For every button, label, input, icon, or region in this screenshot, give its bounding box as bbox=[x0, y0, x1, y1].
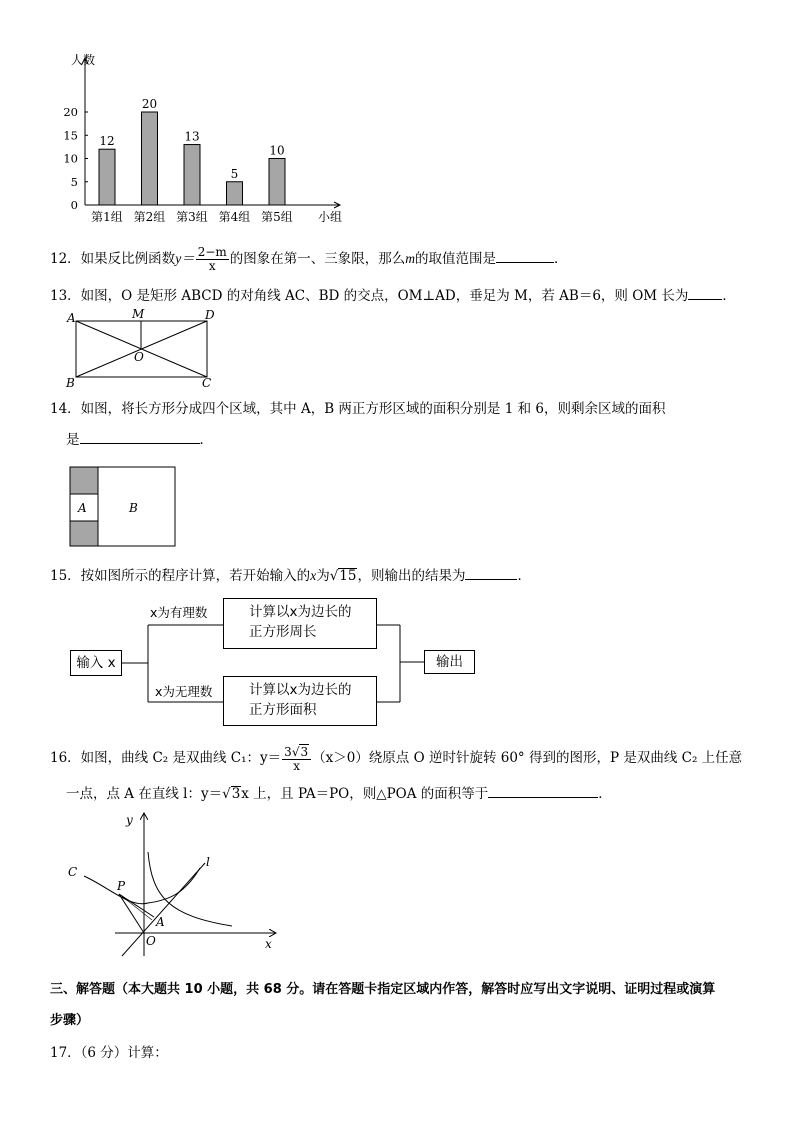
chart-ylabel: 人数 bbox=[71, 53, 96, 67]
label-axis-y: y bbox=[126, 813, 133, 827]
q15-text-b: 为 bbox=[316, 568, 330, 584]
q12-text-a: 的图象在第一、三象限，那么 bbox=[229, 251, 406, 267]
q16-answer-blank[interactable] bbox=[488, 783, 598, 798]
question-14-line2 bbox=[66, 429, 213, 450]
label-a: A bbox=[67, 311, 76, 325]
chart-data-label: 5 bbox=[230, 166, 239, 181]
flow-cond-rational: x为有理数 bbox=[150, 605, 208, 620]
q12-end: ． bbox=[554, 251, 568, 267]
label-origin-o: O bbox=[146, 934, 156, 948]
chart-xlabel: 小组 bbox=[318, 210, 343, 224]
chart-bar bbox=[184, 145, 200, 205]
q16-frac-den: x bbox=[293, 759, 301, 773]
q16-text-b: （x＞0）绕原点 O 逆时针旋转 60° 得到的图形，P 是双曲线 C₂ 上任意 bbox=[312, 750, 743, 766]
q16-text-a: 16．如图，曲线 C₂ 是双曲线 C₁：y＝ bbox=[50, 750, 282, 766]
flow-box-perimeter-line1: 计算以x为边长的 bbox=[249, 604, 352, 620]
sqrt-icon: √ bbox=[329, 568, 339, 584]
label-o: O bbox=[134, 350, 144, 364]
q16-end: ． bbox=[598, 786, 612, 802]
rectangle-figure bbox=[60, 305, 220, 395]
label-b: B bbox=[66, 376, 75, 390]
q13-answer-blank[interactable] bbox=[688, 285, 722, 300]
chart-data-label: 12 bbox=[99, 134, 115, 149]
q12-y-eq: y＝ bbox=[175, 251, 195, 266]
q12-m: m bbox=[405, 251, 416, 266]
line-l bbox=[122, 863, 205, 956]
chart-data-label: 13 bbox=[184, 129, 200, 144]
q16-frac-num-coef: 3 bbox=[284, 745, 292, 759]
hyperbola-c2 bbox=[84, 868, 200, 904]
q13-end: ． bbox=[722, 288, 736, 304]
q16-line2-rad: 3 bbox=[231, 786, 241, 802]
q16-line2-a: 一点，点 A 在直线 l：y＝ bbox=[66, 786, 223, 802]
chart-y-tick-label: 15 bbox=[63, 128, 78, 143]
q12-number-text: 12．如果反比例函数 bbox=[50, 251, 176, 267]
label-point-a: A bbox=[156, 915, 165, 929]
flow-box-area bbox=[223, 676, 377, 726]
q12-answer-blank[interactable] bbox=[496, 248, 554, 263]
flow-output-box bbox=[424, 650, 475, 674]
flow-box-area-line1: 计算以x为边长的 bbox=[249, 682, 352, 698]
question-13 bbox=[50, 285, 736, 306]
label-square-a: A bbox=[78, 501, 87, 515]
chart-x-tick-label: 第2组 bbox=[133, 210, 166, 224]
question-16-line1 bbox=[50, 744, 742, 773]
chart-bar bbox=[227, 182, 243, 205]
label-point-p: P bbox=[117, 879, 126, 893]
shaded-region-top bbox=[70, 467, 98, 494]
chart-y-tick-label: 10 bbox=[63, 151, 78, 166]
q15-answer-blank[interactable] bbox=[465, 565, 517, 580]
segment-po bbox=[119, 894, 144, 933]
flow-output-label: 输出 bbox=[436, 654, 463, 670]
section-3-heading-line2: 步骤） bbox=[50, 1013, 90, 1028]
q12-frac-den: x bbox=[208, 259, 216, 273]
label-axis-x: x bbox=[265, 937, 272, 951]
q16-frac-num-rad: 3 bbox=[300, 745, 309, 759]
chart-bar bbox=[269, 159, 285, 206]
question-16-line2 bbox=[66, 783, 612, 804]
q13-text: 13．如图，O 是矩形 ABCD 的对角线 AC、BD 的交点，OM⊥AD，垂足为 M，若 AB＝6，则 OM 长为 bbox=[50, 288, 689, 304]
label-line-l: l bbox=[206, 855, 210, 869]
section-3-heading-line1: 三、解答题（本大题共 10 小题，共 68 分。请在答题卡指定区域内作答，解答时应写出文字说明、证明过程或演算 bbox=[50, 982, 716, 997]
q12-fraction bbox=[196, 246, 229, 273]
q12-text-b: 的取值范围是 bbox=[415, 251, 497, 267]
q15-text-a: 15．按如图所示的程序计算，若开始输入的 bbox=[50, 568, 311, 584]
rectangle-regions-figure bbox=[68, 466, 178, 548]
segment-pa bbox=[119, 894, 154, 917]
sqrt-icon: √ bbox=[222, 786, 231, 802]
label-d: D bbox=[205, 308, 215, 322]
flow-input-box bbox=[70, 650, 122, 676]
q15-text-c: ，则输出的结果为 bbox=[357, 568, 466, 584]
chart-data-label: 10 bbox=[269, 143, 285, 158]
question-14-line1 bbox=[50, 399, 665, 419]
question-12 bbox=[50, 246, 568, 273]
question-17: 17．（6 分）计算： bbox=[50, 1045, 168, 1061]
q14-end: ． bbox=[199, 432, 213, 448]
chart-x-tick-label: 第3组 bbox=[176, 210, 208, 224]
q14-answer-blank[interactable] bbox=[80, 429, 200, 444]
hyperbola-figure bbox=[60, 808, 285, 968]
flow-box-perimeter-line2: 正方形周长 bbox=[249, 624, 317, 640]
sqrt-icon: √ bbox=[291, 745, 300, 759]
q16-line2-b: x 上，且 PA＝PO，则△POA 的面积等于 bbox=[241, 786, 489, 802]
q15-sqrt-value: 15 bbox=[339, 568, 357, 584]
label-c: C bbox=[202, 376, 212, 390]
chart-x-tick-label: 第1组 bbox=[91, 210, 123, 224]
chart-bar bbox=[99, 149, 115, 205]
flow-cond-irrational: x为无理数 bbox=[155, 684, 213, 699]
chart-y-tick-label: 5 bbox=[70, 174, 78, 189]
shaded-region-bottom bbox=[70, 521, 98, 546]
chart-data-label: 20 bbox=[141, 97, 158, 111]
q14-text-line1: 14．如图，将长方形分成四个区域，其中 A，B 两正方形区域的面积分别是 1 和 6，则剩余区域的面积 bbox=[50, 401, 666, 417]
q12-frac-num: 2−m bbox=[197, 245, 227, 259]
flow-box-perimeter bbox=[223, 598, 377, 649]
question-15 bbox=[50, 565, 531, 586]
q14-text-line2: 是 bbox=[66, 432, 80, 448]
flow-input-label: 输入 x bbox=[76, 655, 116, 671]
chart-x-tick-label: 第4组 bbox=[218, 210, 251, 224]
chart-x-tick-label: 第5组 bbox=[261, 210, 293, 224]
chart-y-tick-label: 0 bbox=[70, 198, 78, 212]
label-m: M bbox=[132, 307, 145, 321]
q15-end: ． bbox=[517, 568, 531, 584]
q16-fraction bbox=[282, 744, 311, 773]
chart-bar bbox=[142, 112, 158, 205]
q15-x: x bbox=[310, 568, 317, 583]
chart-y-tick-label: 20 bbox=[63, 105, 78, 119]
label-curve-c: C bbox=[68, 865, 78, 879]
flow-box-area-line2: 正方形面积 bbox=[249, 702, 317, 718]
bar-chart bbox=[55, 50, 365, 230]
label-square-b: B bbox=[129, 501, 138, 515]
